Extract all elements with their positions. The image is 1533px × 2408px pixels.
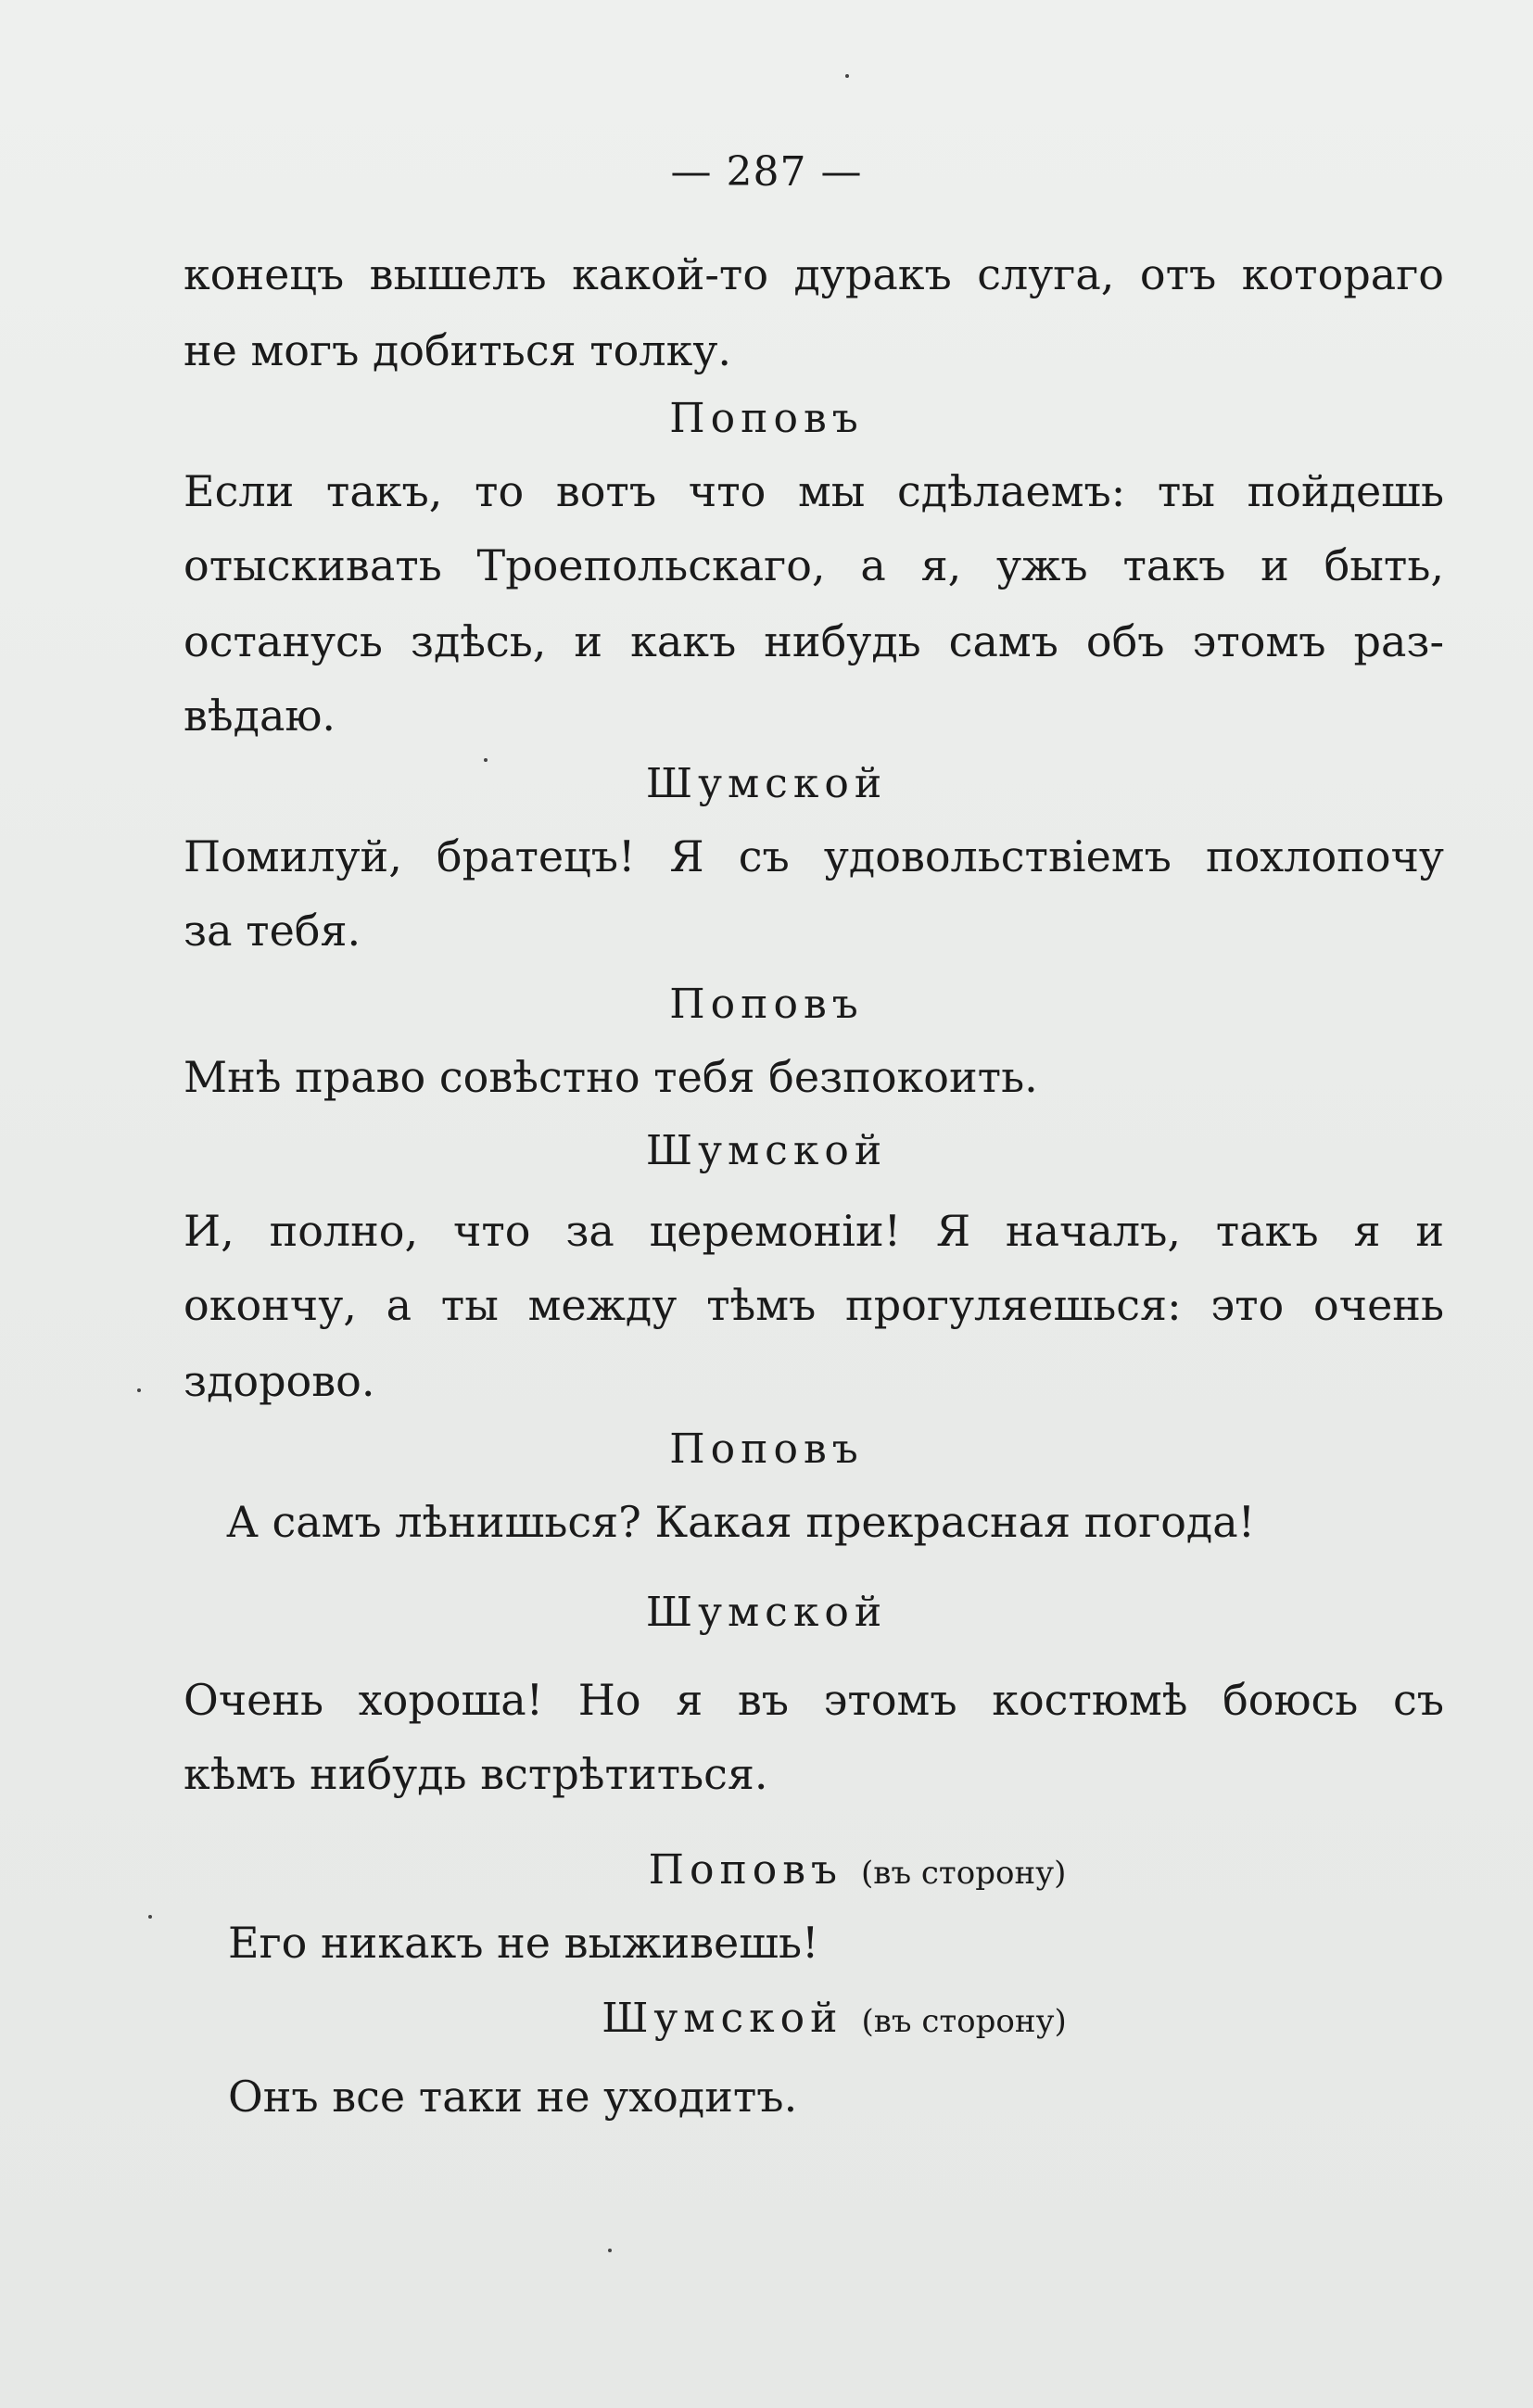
speaker-heading: [0, 758, 1533, 810]
speaker-name: Поповъ: [669, 395, 864, 442]
text-line: окончу, а ты между тѣмъ прогуляешься: это очень: [184, 1280, 1444, 1330]
text-line: конецъ вышелъ какой-то дуракъ слуга, отъ котораго: [184, 249, 1444, 299]
speaker-name: Поповъ: [648, 1846, 843, 1894]
text-line: кѣмъ нибудь встрѣтиться.: [184, 1749, 768, 1799]
stage-direction: (въ сторону): [861, 1855, 1067, 1892]
text-line: вѣдаю.: [184, 691, 336, 741]
speaker-heading: [0, 1587, 1533, 1639]
stage-direction: (въ сторону): [861, 2003, 1067, 2040]
text-line: останусь здѣсь, и какъ нибудь самъ объ этомъ раз-: [184, 616, 1444, 666]
text-line: Очень хороша! Но я въ этомъ костюмѣ боюсь съ: [184, 1675, 1444, 1725]
text-line: Его никакъ не выживешь!: [228, 1918, 819, 1968]
print-speck: [608, 2249, 612, 2252]
speaker-heading: [0, 1993, 1533, 2047]
text-line: не могъ добиться толку.: [184, 325, 732, 375]
text-line: А самъ лѣнишься? Какая прекрасная погода!: [226, 1497, 1256, 1547]
speaker-name: Шумской: [602, 1995, 843, 2042]
text-line: Если такъ, то вотъ что мы сдѣлаемъ: ты пойдешь: [184, 466, 1444, 516]
speaker-heading: [0, 393, 1533, 445]
print-speck: [484, 758, 488, 762]
text-line: Онъ все таки не уходитъ.: [228, 2072, 798, 2122]
speaker-name: Шумской: [645, 760, 888, 807]
text-line: за тебя.: [184, 906, 361, 956]
speaker-heading: [0, 1424, 1533, 1476]
print-speck: [137, 1388, 141, 1392]
text-line: здорово.: [184, 1356, 375, 1406]
speaker-name: Поповъ: [669, 1426, 864, 1473]
page-number: — 287 —: [670, 148, 863, 196]
text-line: Мнѣ право совѣстно тебя безпокоить.: [184, 1052, 1038, 1102]
speaker-name: Шумской: [645, 1127, 888, 1174]
speaker-name: Поповъ: [669, 981, 864, 1028]
speaker-heading: [0, 1844, 1533, 1899]
speaker-name: Шумской: [645, 1589, 888, 1636]
speaker-heading: [0, 1125, 1533, 1177]
speaker-heading: [0, 979, 1533, 1031]
text-line: Помилуй, братецъ! Я съ удовольствіемъ похлопочу: [184, 831, 1444, 881]
text-line: И, полно, что за церемоніи! Я началъ, такъ я и: [184, 1206, 1444, 1256]
print-speck: [845, 74, 849, 78]
print-speck: [148, 1915, 152, 1919]
text-line: отыскивать Троепольскаго, а я, ужъ такъ и быть,: [184, 540, 1444, 590]
